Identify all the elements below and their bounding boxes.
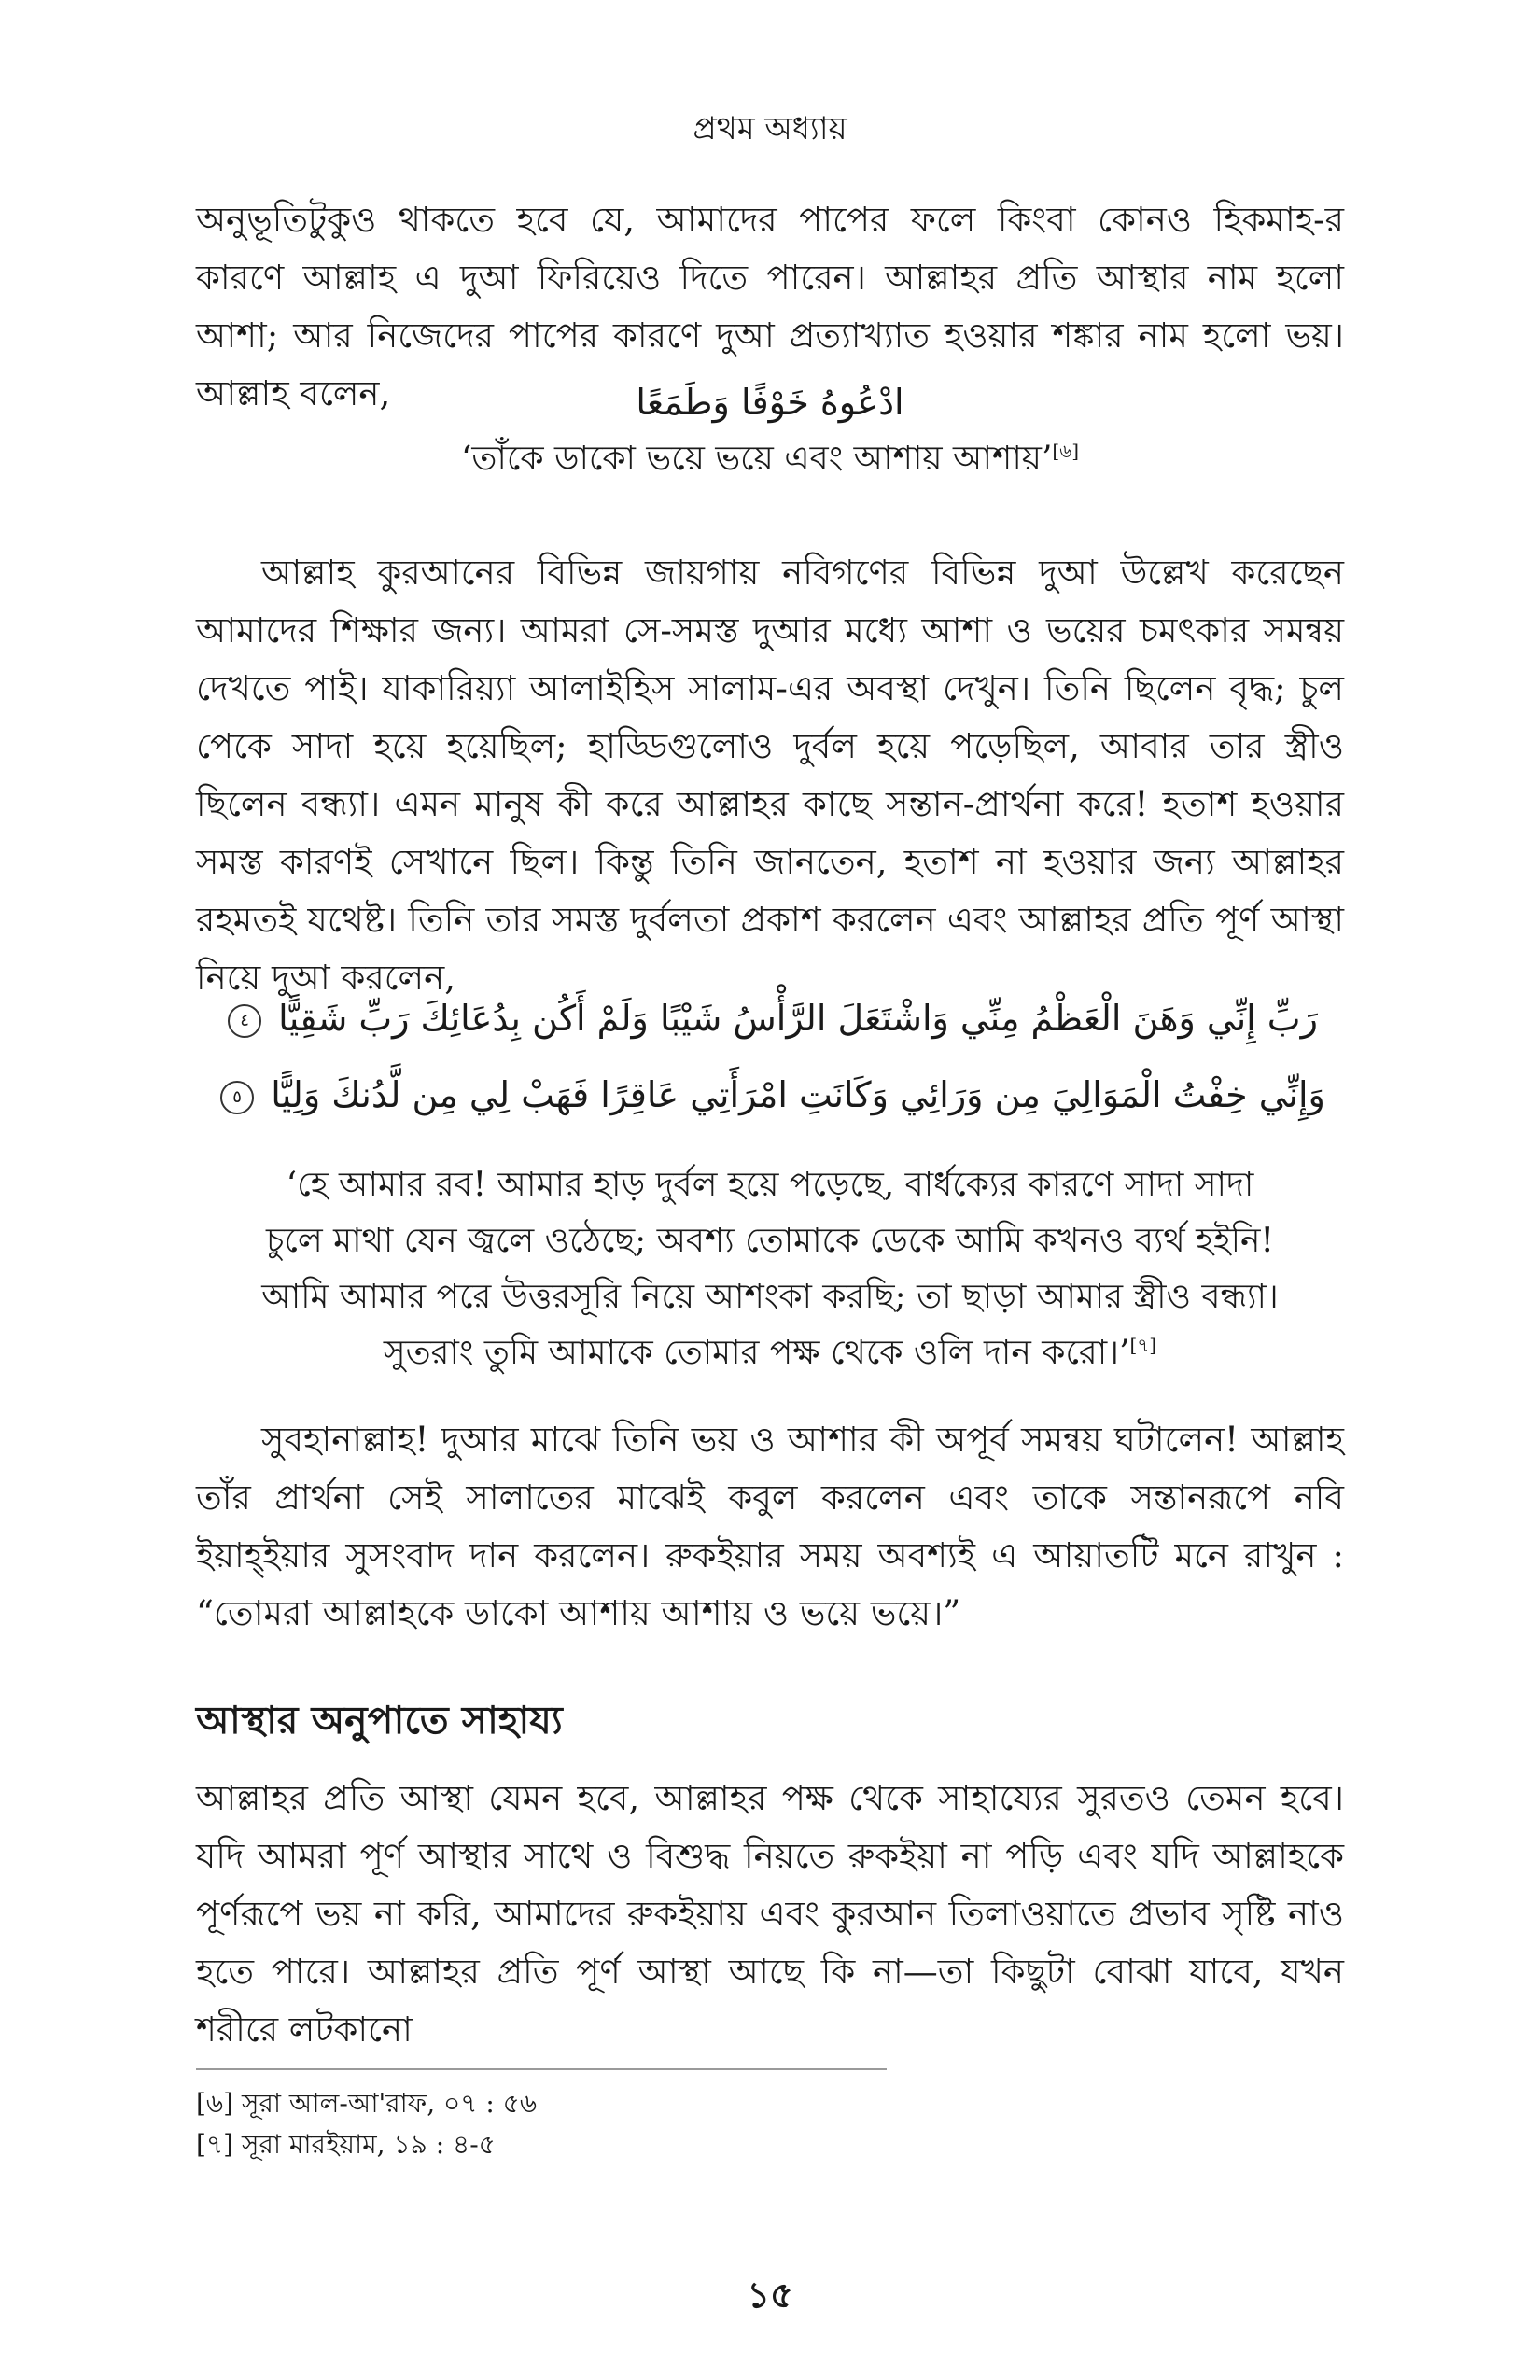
translation-line: চুলে মাথা যেন জ্বলে ওঠেছে; অবশ্য তোমাকে ডেকে আমি কখনও ব্যর্থ হইনি!: [266, 1222, 1274, 1260]
translation-line: [196, 1325, 1344, 1381]
footnote-ref-6: [৬]: [1052, 440, 1080, 462]
paragraph-zakariyya: আল্লাহ কুরআনের বিভিন্ন জায়গায় নবিগণের বিভিন্ন দুআ উল্লেখ করেছেন আমাদের শিক্ষার জন্য। আমরা সে-সমস্ত দুআর মধ্যে আশা ও ভয়ের চমৎকার সমন্বয় দেখতে পাই। যাকারিয়্যা আলাইহিস সালাম-এর অবস্থা দেখুন। তিনি ছিলেন বৃদ্ধ; চুল পেকে সাদা হয়ে হয়েছিল; হাড্ডিগুলোও দুর্বল হয়ে পড়েছিল, আবার তার স্ত্রীও ছিলেন বন্ধ্যা। এমন মানুষ কী করে আল্লাহর কাছে সন্তান-প্রার্থনা করে! হতাশ হওয়ার সমস্ত কারণই সেখানে ছিল। কিন্তু তিনি জানতেন, হতাশ না হওয়ার জন্য আল্লাহর রহমতই যথেষ্ট। তিনি তার সমস্ত দুর্বলতা প্রকাশ করলেন এবং আল্লাহর প্রতি পূর্ণ আস্থা নিয়ে দুআ করলেন,: [196, 553, 1344, 998]
verse-translation-1: [196, 431, 1344, 487]
section-trust: [196, 1770, 1344, 2059]
quran-ayat-block: [196, 989, 1344, 1124]
translation-line: আমি আমার পরে উত্তরসূরি নিয়ে আশংকা করছি; তা ছাড়া আমার স্ত্রীও বন্ধ্যা।: [261, 1278, 1279, 1316]
ayah-number-icon: ٥: [220, 1081, 254, 1114]
paragraph-subhanallah: সুবহানাল্লাহ! দুআর মাঝে তিনি ভয় ও আশার কী অপূর্ব সমন্বয় ঘটালেন! আল্লাহ তাঁর প্রার্থনা সেই সালাতের মাঝেই কবুল করলেন এবং তাকে সন্তানরূপে নবি ইয়াহ্ইয়ার সুসংবাদ দান করলেন। রুকইয়ার সময় অবশ্যই এ আয়াতটি মনে রাখুন : “তোমরা আল্লাহকে ডাকো আশায় আশায় ও ভয়ে ভয়ে।”: [196, 1420, 1344, 1633]
ayat-translation: [196, 1157, 1344, 1381]
running-title: প্রথম অধ্যায়: [693, 110, 847, 147]
quote-block-1: [196, 373, 1344, 487]
footnote-text: সূরা আল-আ'রাফ, ০৭ : ৫৬: [241, 2088, 538, 2119]
section-zakariyya: [196, 544, 1344, 1007]
footnote-marker: [৬]: [196, 2088, 234, 2119]
footnote-ref-7: [৭]: [1129, 1334, 1157, 1356]
ayah-1-text: رَبِّ إِنِّي وَهَنَ الْعَظْمُ مِنِّي وَاشْتَعَلَ الرَّأْسُ شَيْبًا وَلَمْ أَكُن بِدُعَائِكَ رَبِّ شَقِيًّا: [278, 998, 1318, 1039]
paragraph-intro: অনুভূতিটুকুও থাকতে হবে যে, আমাদের পাপের ফলে কিংবা কোনও হিকমাহ-র কারণে আল্লাহ এ দুআ ফিরিয়েও দিতে পারেন। আল্লাহর প্রতি আস্থার নাম হলো আশা; আর নিজেদের পাপের কারণে দুআ প্রত্যাখ্যাত হওয়ার শঙ্কার নাম হলো ভয়। আল্লাহ বলেন,: [196, 200, 1344, 413]
page-number: ১৫: [747, 2274, 793, 2316]
section-subhanallah: [196, 1411, 1344, 1643]
footnote-text: সূরা মারইয়াম, ১৯ : ৪-৫: [241, 2129, 496, 2160]
footnote-divider: [196, 2068, 887, 2070]
footnote-marker: [৭]: [196, 2129, 234, 2160]
ayah-number-icon: ٤: [228, 1004, 261, 1038]
footnote-7: [196, 2126, 496, 2163]
ayah-line-2: [196, 1066, 1344, 1124]
translation-line-text: সুতরাং তুমি আমাকে তোমার পক্ষ থেকে ওলি দান করো।’: [383, 1334, 1130, 1372]
footnote-6: [196, 2085, 537, 2122]
section-heading-block: [196, 1691, 1344, 1756]
paragraph-trust: আল্লাহর প্রতি আস্থা যেমন হবে, আল্লাহর পক্ষ থেকে সাহায্যের সুরতও তেমন হবে। যদি আমরা পূর্ণ আস্থার সাথে ও বিশুদ্ধ নিয়তে রুকইয়া না পড়ি এবং যদি আল্লাহকে পূর্ণরূপে ভয় না করি, আমাদের রুকইয়ায় এবং কুরআন তিলাওয়াতে প্রভাব সৃষ্টি নাও হতে পারে। আল্লাহর প্রতি পূর্ণ আস্থা আছে কি না—তা কিছুটা বোঝা যাবে, যখন শরীরে লটকানো: [196, 1778, 1344, 2050]
verse-translation-1-text: ‘তাঁকে ডাকো ভয়ে ভয়ে এবং আশায় আশায়’: [460, 440, 1053, 478]
translation-line: ‘হে আমার রব! আমার হাড় দুর্বল হয়ে পড়েছে, বার্ধক্যের কারণে সাদা সাদা: [286, 1166, 1254, 1204]
arabic-verse-1: ادْعُوهُ خَوْفًا وَطَمَعًا: [636, 382, 904, 423]
ayah-line-1: [196, 989, 1344, 1047]
section-heading: আস্থার অনুপাতে সাহায্য: [196, 1698, 563, 1743]
ayah-2-text: وَإِنِّي خِفْتُ الْمَوَالِيَ مِن وَرَائِي وَكَانَتِ امْرَأَتِي عَاقِرًا فَهَبْ لِي مِن لَّدُنكَ وَلِيًّا: [271, 1074, 1325, 1115]
